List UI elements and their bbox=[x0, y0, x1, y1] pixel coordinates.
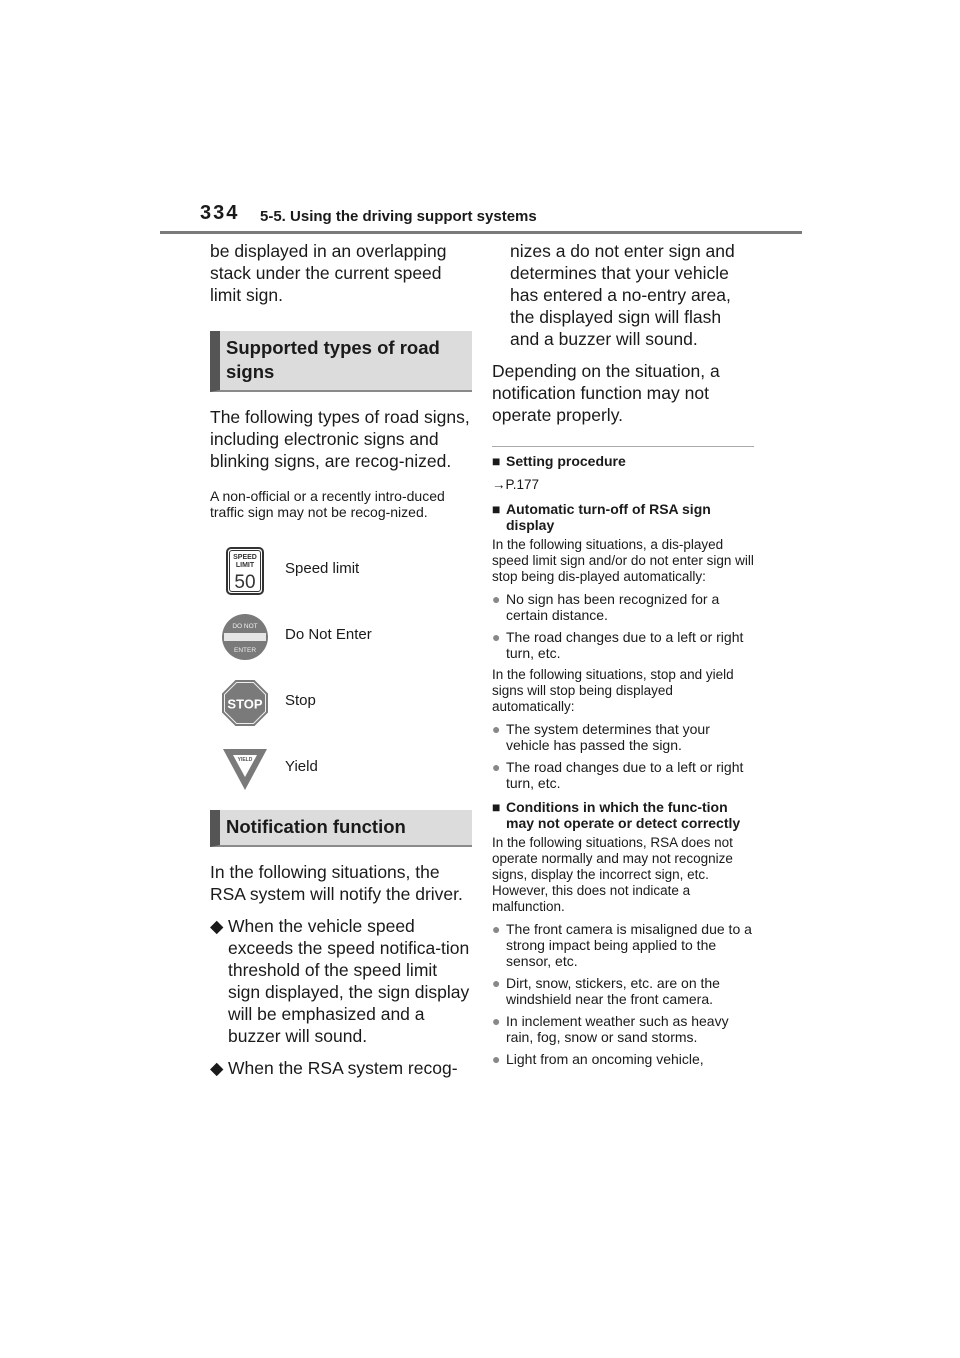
setting-procedure-heading bbox=[492, 453, 754, 469]
condition-item-weather bbox=[492, 1013, 754, 1045]
section-title: 5-5. Using the driving support systems bbox=[260, 208, 537, 225]
sign-label-speed-limit: Speed limit bbox=[285, 560, 360, 577]
sign-row-speed-limit bbox=[210, 542, 472, 608]
condition-item-dirt-text: Dirt, snow, stickers, etc. are on the windshield near the front camera. bbox=[506, 975, 720, 1007]
circle-bullet-icon: ● bbox=[492, 921, 501, 937]
auto-item-passed-sign-text: The system determines that your vehicle has passed the sign. bbox=[506, 721, 710, 753]
speed-sign-number: 50 bbox=[234, 572, 256, 593]
auto-turnoff-heading bbox=[492, 501, 754, 533]
conditions-text: In the following situations, RSA does not operate normally and may not recognize signs, display the incorrect sign, etc. However, this does not indicate a malfunction. bbox=[492, 835, 733, 914]
auto-turnoff-text-1: In the following situations, a dis-played speed limit sign and/or do not enter sign will stop being dis-played automatically: bbox=[492, 537, 754, 584]
condition-item-weather-text: In inclement weather such as heavy rain, fog, snow or sand storms. bbox=[506, 1013, 729, 1045]
speed-sign-text-top: SPEED bbox=[233, 554, 257, 561]
sign-label-stop: Stop bbox=[285, 692, 316, 709]
dne-text-top: DO NOT bbox=[232, 623, 258, 630]
sign-list bbox=[210, 542, 472, 806]
yield-sign-icon bbox=[220, 744, 270, 794]
auto-item-no-sign-text: No sign has been recognized for a certain distance. bbox=[506, 591, 720, 623]
auto-item-turn-1-text: The road changes due to a left or right turn, etc. bbox=[506, 629, 744, 661]
square-bullet-icon: ■ bbox=[492, 799, 501, 815]
sign-row-yield bbox=[210, 740, 472, 806]
left-column bbox=[210, 240, 472, 1079]
notification-bullet-speed bbox=[210, 915, 472, 1047]
notification-bullet-no-entry bbox=[210, 1057, 472, 1079]
speed-sign-text-mid: LIMIT bbox=[235, 562, 255, 569]
notification-bullet-no-entry-text: When the RSA system recog- bbox=[228, 1058, 458, 1078]
circle-bullet-icon: ● bbox=[492, 591, 501, 607]
auto-item-turn-2 bbox=[492, 759, 754, 791]
depending-text: Depending on the situation, a notification function may not operate properly. bbox=[492, 361, 720, 425]
setting-reference bbox=[492, 477, 754, 493]
condition-item-dirt bbox=[492, 975, 754, 1007]
right-column bbox=[492, 240, 754, 1067]
circle-bullet-icon: ● bbox=[492, 629, 501, 645]
sign-label-do-not-enter: Do Not Enter bbox=[285, 626, 372, 643]
speed-limit-50-sign-icon bbox=[220, 546, 270, 596]
notification-bullet-speed-text: When the vehicle speed exceeds the speed notifica-tion threshold of the speed limit sign displayed, the sign display will be emphasized and a buzzer will sound. bbox=[228, 916, 470, 1046]
stop-text: STOP bbox=[227, 696, 263, 712]
dne-text-bottom: ENTER bbox=[233, 647, 257, 654]
condition-item-camera bbox=[492, 921, 754, 969]
conditions-heading-text: Conditions in which the func-tion may not operate or detect correctly bbox=[506, 799, 741, 831]
condition-item-light bbox=[492, 1051, 754, 1067]
auto-turnoff-heading-text: Automatic turn-off of RSA sign display bbox=[506, 501, 711, 533]
recognition-note: A non-official or a recently intro-duced traffic sign may not be recog-nized. bbox=[210, 488, 445, 520]
circle-bullet-icon: ● bbox=[492, 975, 501, 991]
auto-item-no-sign bbox=[492, 591, 754, 623]
yield-text: YIELD bbox=[237, 757, 253, 763]
sign-row-do-not-enter bbox=[210, 608, 472, 674]
sign-row-stop bbox=[210, 674, 472, 740]
condition-item-camera-text: The front camera is misaligned due to a strong impact being applied to the sensor, etc. bbox=[506, 921, 752, 969]
supported-text: The following types of road signs, including electronic signs and blinking signs, are recog-nized. bbox=[210, 407, 470, 471]
auto-item-turn-2-text: The road changes due to a left or right turn, etc. bbox=[506, 759, 744, 791]
auto-item-turn-1 bbox=[492, 629, 754, 661]
bullet-diamond-icon: ◆ bbox=[210, 1058, 224, 1078]
circle-bullet-icon: ● bbox=[492, 721, 501, 737]
conditions-heading bbox=[492, 799, 754, 831]
intro-text: be displayed in an overlapping stack under the current speed limit sign. bbox=[210, 241, 447, 305]
bullet-diamond-icon: ◆ bbox=[210, 916, 224, 936]
setting-procedure-heading-text: Setting procedure bbox=[506, 453, 626, 469]
section-divider bbox=[492, 446, 754, 447]
sign-label-yield: Yield bbox=[285, 758, 318, 775]
header-rule bbox=[160, 231, 802, 234]
condition-item-light-text: Light from an oncoming vehicle, bbox=[506, 1051, 704, 1067]
notification-text: In the following situations, the RSA system will notify the driver. bbox=[210, 862, 463, 904]
stop-sign-icon bbox=[220, 678, 270, 728]
do-not-enter-sign-icon bbox=[220, 612, 270, 662]
heading-notification-function: Notification function bbox=[210, 810, 472, 847]
circle-bullet-icon: ● bbox=[492, 1013, 501, 1029]
continuation-text: nizes a do not enter sign and determines that your vehicle has entered a no-entry area, the displayed sign will flash and a buzzer will sound. bbox=[510, 241, 735, 349]
auto-item-passed-sign bbox=[492, 721, 754, 753]
page-number: 334 bbox=[200, 202, 240, 224]
setting-reference-text[interactable]: P.177 bbox=[505, 477, 540, 492]
square-bullet-icon: ■ bbox=[492, 501, 501, 517]
circle-bullet-icon: ● bbox=[492, 759, 501, 775]
circle-bullet-icon: ● bbox=[492, 1051, 501, 1067]
arrow-right-icon: → bbox=[492, 477, 506, 492]
auto-turnoff-text-2: In the following situations, stop and yield signs will stop being displayed automatically: bbox=[492, 667, 734, 714]
square-bullet-icon: ■ bbox=[492, 453, 501, 469]
heading-supported-road-signs: Supported types of road signs bbox=[210, 331, 472, 392]
